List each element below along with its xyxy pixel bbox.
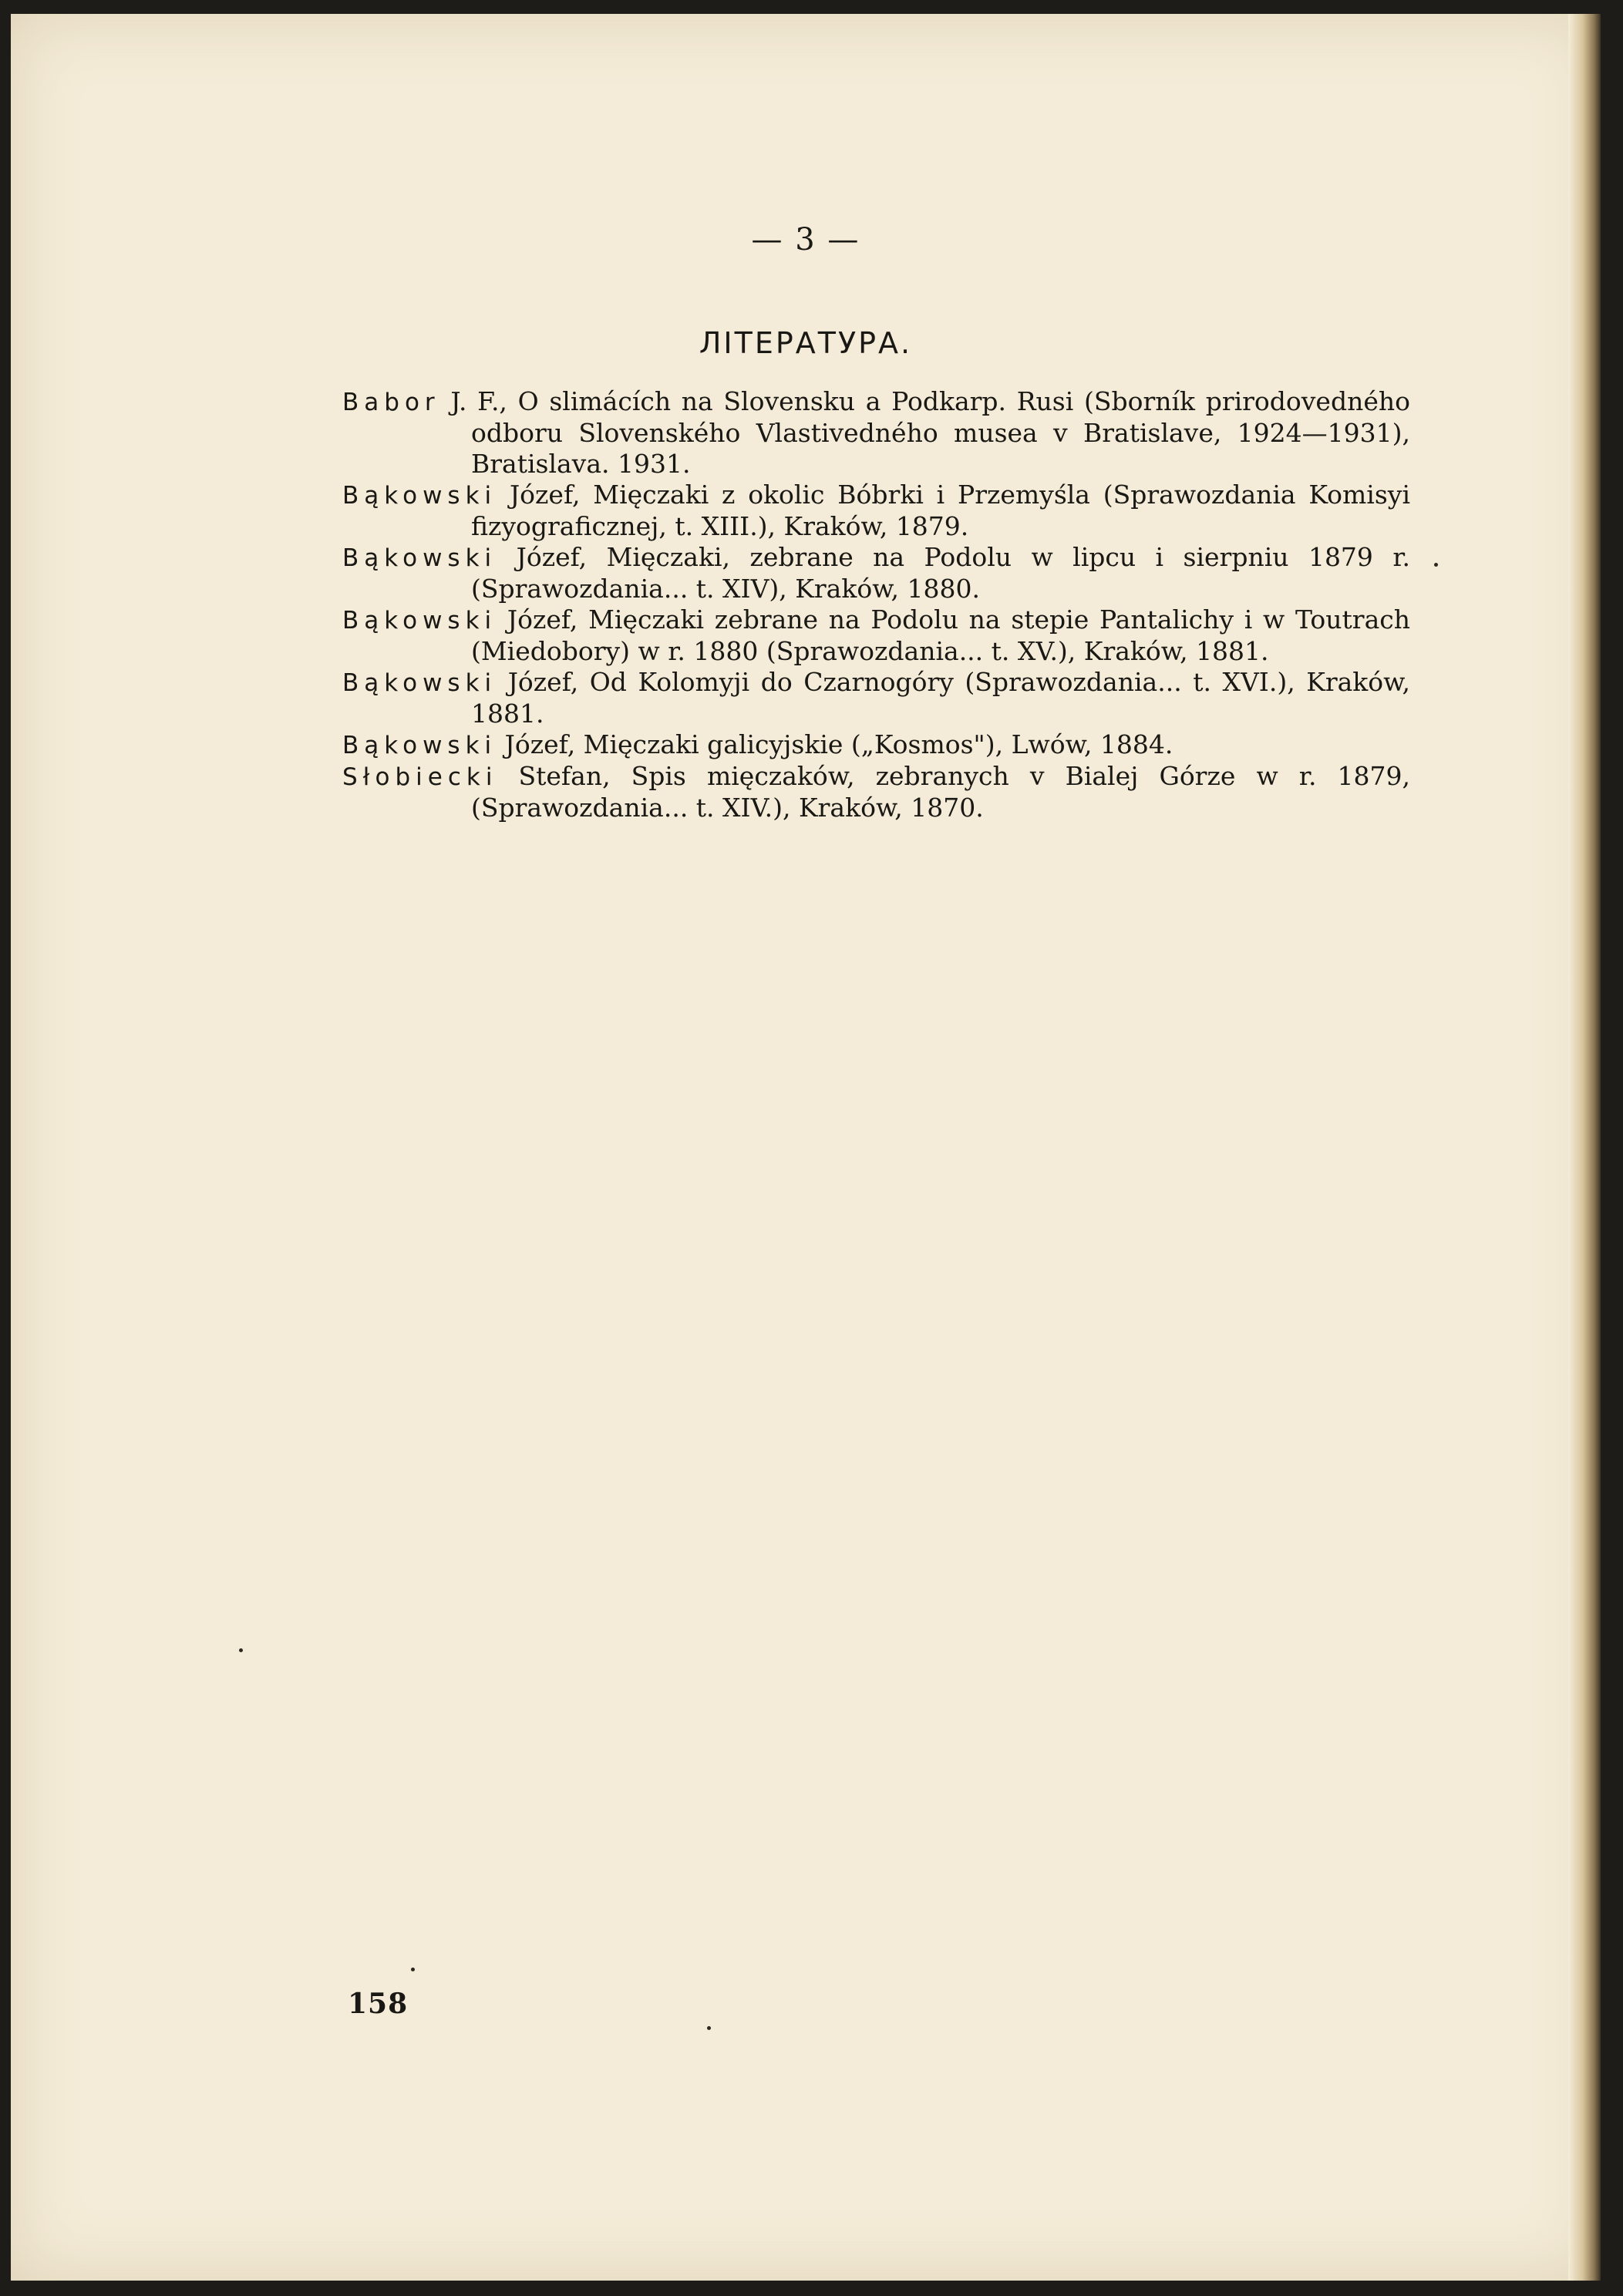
reference-author: Słobiecki — [342, 763, 498, 791]
reference-entry — [342, 761, 1410, 823]
ink-speck — [411, 1968, 415, 1971]
reference-author: Bąkowski — [342, 544, 497, 572]
section-heading: ЛІТЕРАТУРА. — [699, 326, 913, 360]
page-number: — 3 — — [751, 222, 860, 258]
reference-text: J. F., O slimácích na Slovensku a Podkarp. Rusi (Sborník prirodovedného odboru Slovenského Vlastivedného musea v Bratislave, 1924—1931), Bratislava. 1931. — [450, 386, 1410, 479]
reference-author: Bąkowski — [342, 607, 497, 635]
reference-entry — [342, 542, 1410, 604]
reference-author: Bąkowski — [342, 482, 497, 510]
reference-text: Józef, Mięczaki zebrane na Podolu na stepie Pantalichy i w Toutrach (Miedobory) w r. 1880 (Sprawozdania... t. XV.), Kraków, 1881. — [471, 604, 1410, 666]
reference-entry — [342, 386, 1410, 480]
reference-entry — [342, 480, 1410, 542]
reference-entry — [342, 667, 1410, 729]
reference-text: Józef, Od Kolomyji do Czarnogóry (Sprawozdania... t. XVI.), Kraków, 1881. — [471, 667, 1410, 729]
reference-text: Stefan, Spis mięczaków, zebranych v Bialej Górze w r. 1879, (Sprawozdania... t. XIV.), Kraków, 1870. — [471, 761, 1410, 823]
reference-list — [342, 386, 1410, 823]
reference-text: Józef, Mięczaki, zebrane na Podolu w lipcu i sierpniu 1879 r. (Sprawozdania... t. XIV), Kraków, 1880. — [471, 542, 1410, 604]
reference-entry — [342, 604, 1410, 667]
ink-speck — [1434, 563, 1438, 567]
reference-text: Józef, Mięczaki galicyjskie („Kosmos"), Lwów, 1884. — [504, 729, 1173, 759]
reference-text: Józef, Mięczaki z okolic Bóbrki i Przemyśla (Sprawozdania Komisyi fizyograficznej, t. XIII.), Kraków, 1879. — [471, 480, 1410, 541]
reference-author: Babor — [342, 389, 440, 416]
reference-author: Bąkowski — [342, 669, 497, 697]
ink-speck — [239, 1648, 243, 1652]
ink-speck — [707, 2026, 711, 2030]
reference-entry — [342, 729, 1410, 761]
folio-number: 158 — [348, 1988, 409, 2020]
reference-author: Bąkowski — [342, 732, 497, 759]
document-page — [11, 14, 1601, 2281]
